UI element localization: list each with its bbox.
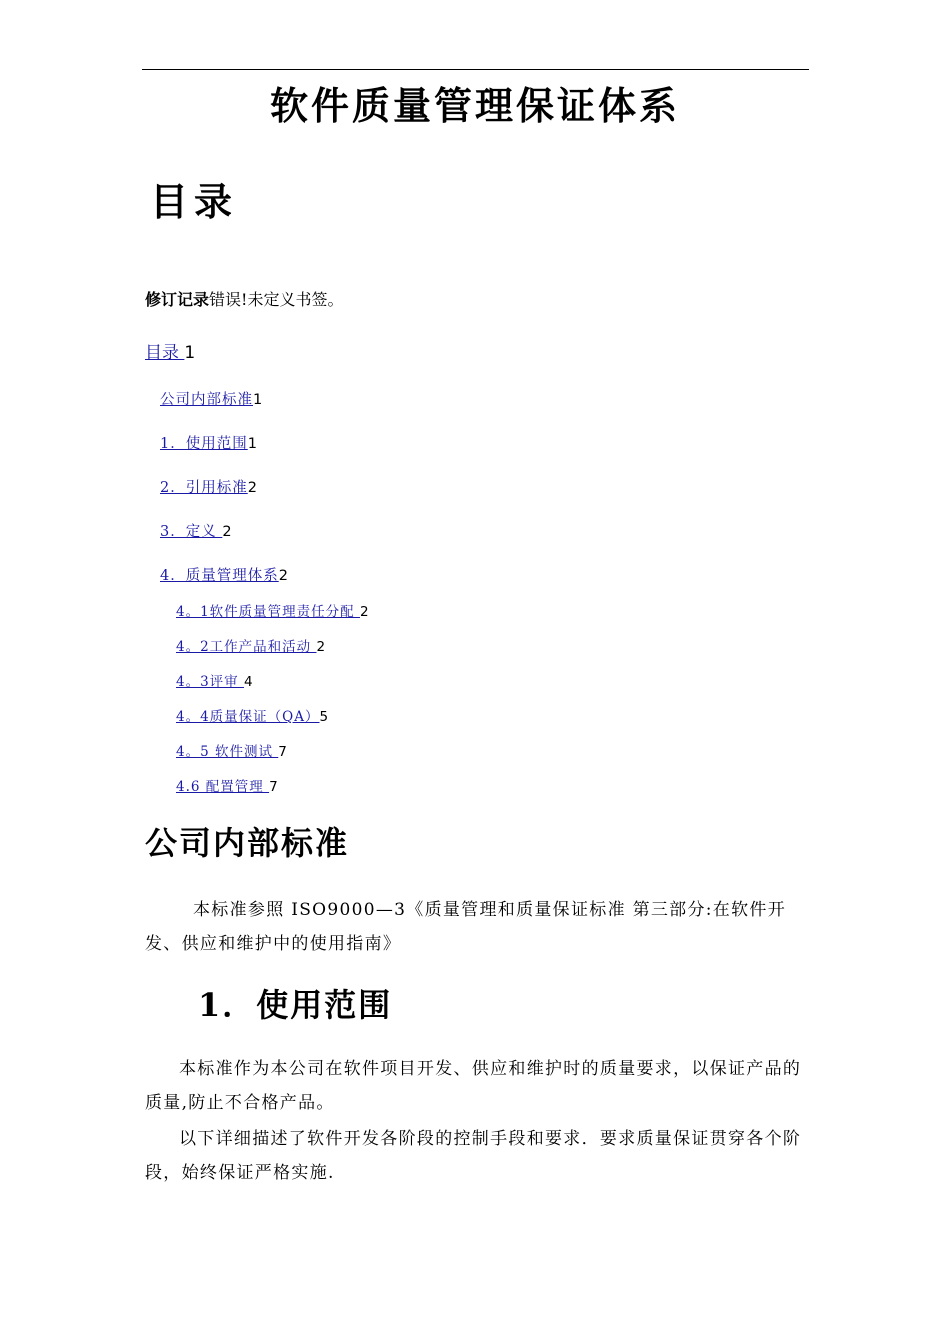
toc-link[interactable]: 4。4质量保证（QA） — [176, 709, 320, 725]
section-heading-internal-standard: 公司内部标准 — [145, 824, 350, 862]
toc-entry-4-5[interactable] — [176, 742, 288, 762]
scope-paragraph-2: 以下详细描述了软件开发各阶段的控制手段和要求．要求质量保证贯穿各个阶段，始终保证严格实施. — [145, 1129, 802, 1183]
scope-paragraph-1: 本标准作为本公司在软件项目开发、供应和维护时的质量要求，以保证产品的质量,防止不合格产品。 — [145, 1059, 802, 1113]
toc-entry-4-4[interactable] — [176, 707, 329, 727]
toc-page-number: 7 — [269, 779, 279, 795]
toc-entry-internal-standard[interactable] — [160, 390, 263, 410]
toc-link[interactable]: 3．定义 — [160, 524, 223, 540]
document-title: 软件质量管理保证体系 — [269, 83, 680, 128]
toc-page-number: 2 — [359, 604, 370, 620]
toc-link[interactable]: 2．引用标准 — [160, 480, 248, 496]
toc-page-number: 2 — [247, 480, 258, 496]
toc-entry-4-3[interactable] — [176, 672, 254, 692]
toc-link[interactable]: 目录 — [145, 343, 185, 363]
toc-entry-definitions[interactable] — [160, 522, 233, 542]
toc-link[interactable]: 4。3评审 — [176, 674, 244, 690]
toc-page-number: 1 — [253, 392, 264, 408]
toc-page-number: 5 — [319, 709, 330, 725]
toc-page-number: 1 — [184, 343, 196, 363]
toc-page-number: 7 — [278, 744, 288, 760]
toc-link[interactable]: 4。5 软件测试 — [176, 744, 279, 760]
toc-link[interactable]: 公司内部标准 — [160, 392, 253, 408]
revision-record-line — [145, 289, 343, 311]
header-rule — [142, 69, 809, 70]
toc-link[interactable]: 4．质量管理体系 — [160, 568, 279, 584]
toc-page-number: 2 — [278, 568, 289, 584]
bookmark-error-text: 错误!未定义书签。 — [209, 290, 344, 309]
toc-entry-4-6[interactable] — [176, 777, 279, 797]
toc-page-number: 1 — [247, 436, 258, 452]
toc-link[interactable]: 4。1软件质量管理责任分配 — [176, 604, 360, 620]
toc-link[interactable]: 1．使用范围 — [160, 436, 248, 452]
toc-entry-references[interactable] — [160, 478, 258, 498]
toc-page-number: 2 — [316, 639, 327, 655]
toc-entry-4-1[interactable] — [176, 602, 370, 622]
toc-entry-toc[interactable] — [145, 343, 195, 363]
section-heading-scope: 1．使用范围 — [198, 986, 393, 1024]
toc-entry-4-2[interactable] — [176, 637, 326, 657]
toc-entry-scope[interactable] — [160, 434, 258, 454]
toc-link[interactable]: 4。2工作产品和活动 — [176, 639, 317, 655]
toc-page-number: 2 — [222, 524, 233, 540]
revision-record-label: 修订记录 — [145, 290, 210, 309]
toc-heading: 目录 — [150, 179, 239, 224]
internal-standard-paragraph: 本标准参照 ISO9000—3《质量管理和质量保证标准 第三部分:在软件开发、供应和维护中的使用指南》 — [145, 900, 787, 954]
toc-entry-qms[interactable] — [160, 566, 289, 586]
toc-page-number: 4 — [243, 674, 254, 690]
toc-link[interactable]: 4.6 配置管理 — [176, 779, 270, 795]
